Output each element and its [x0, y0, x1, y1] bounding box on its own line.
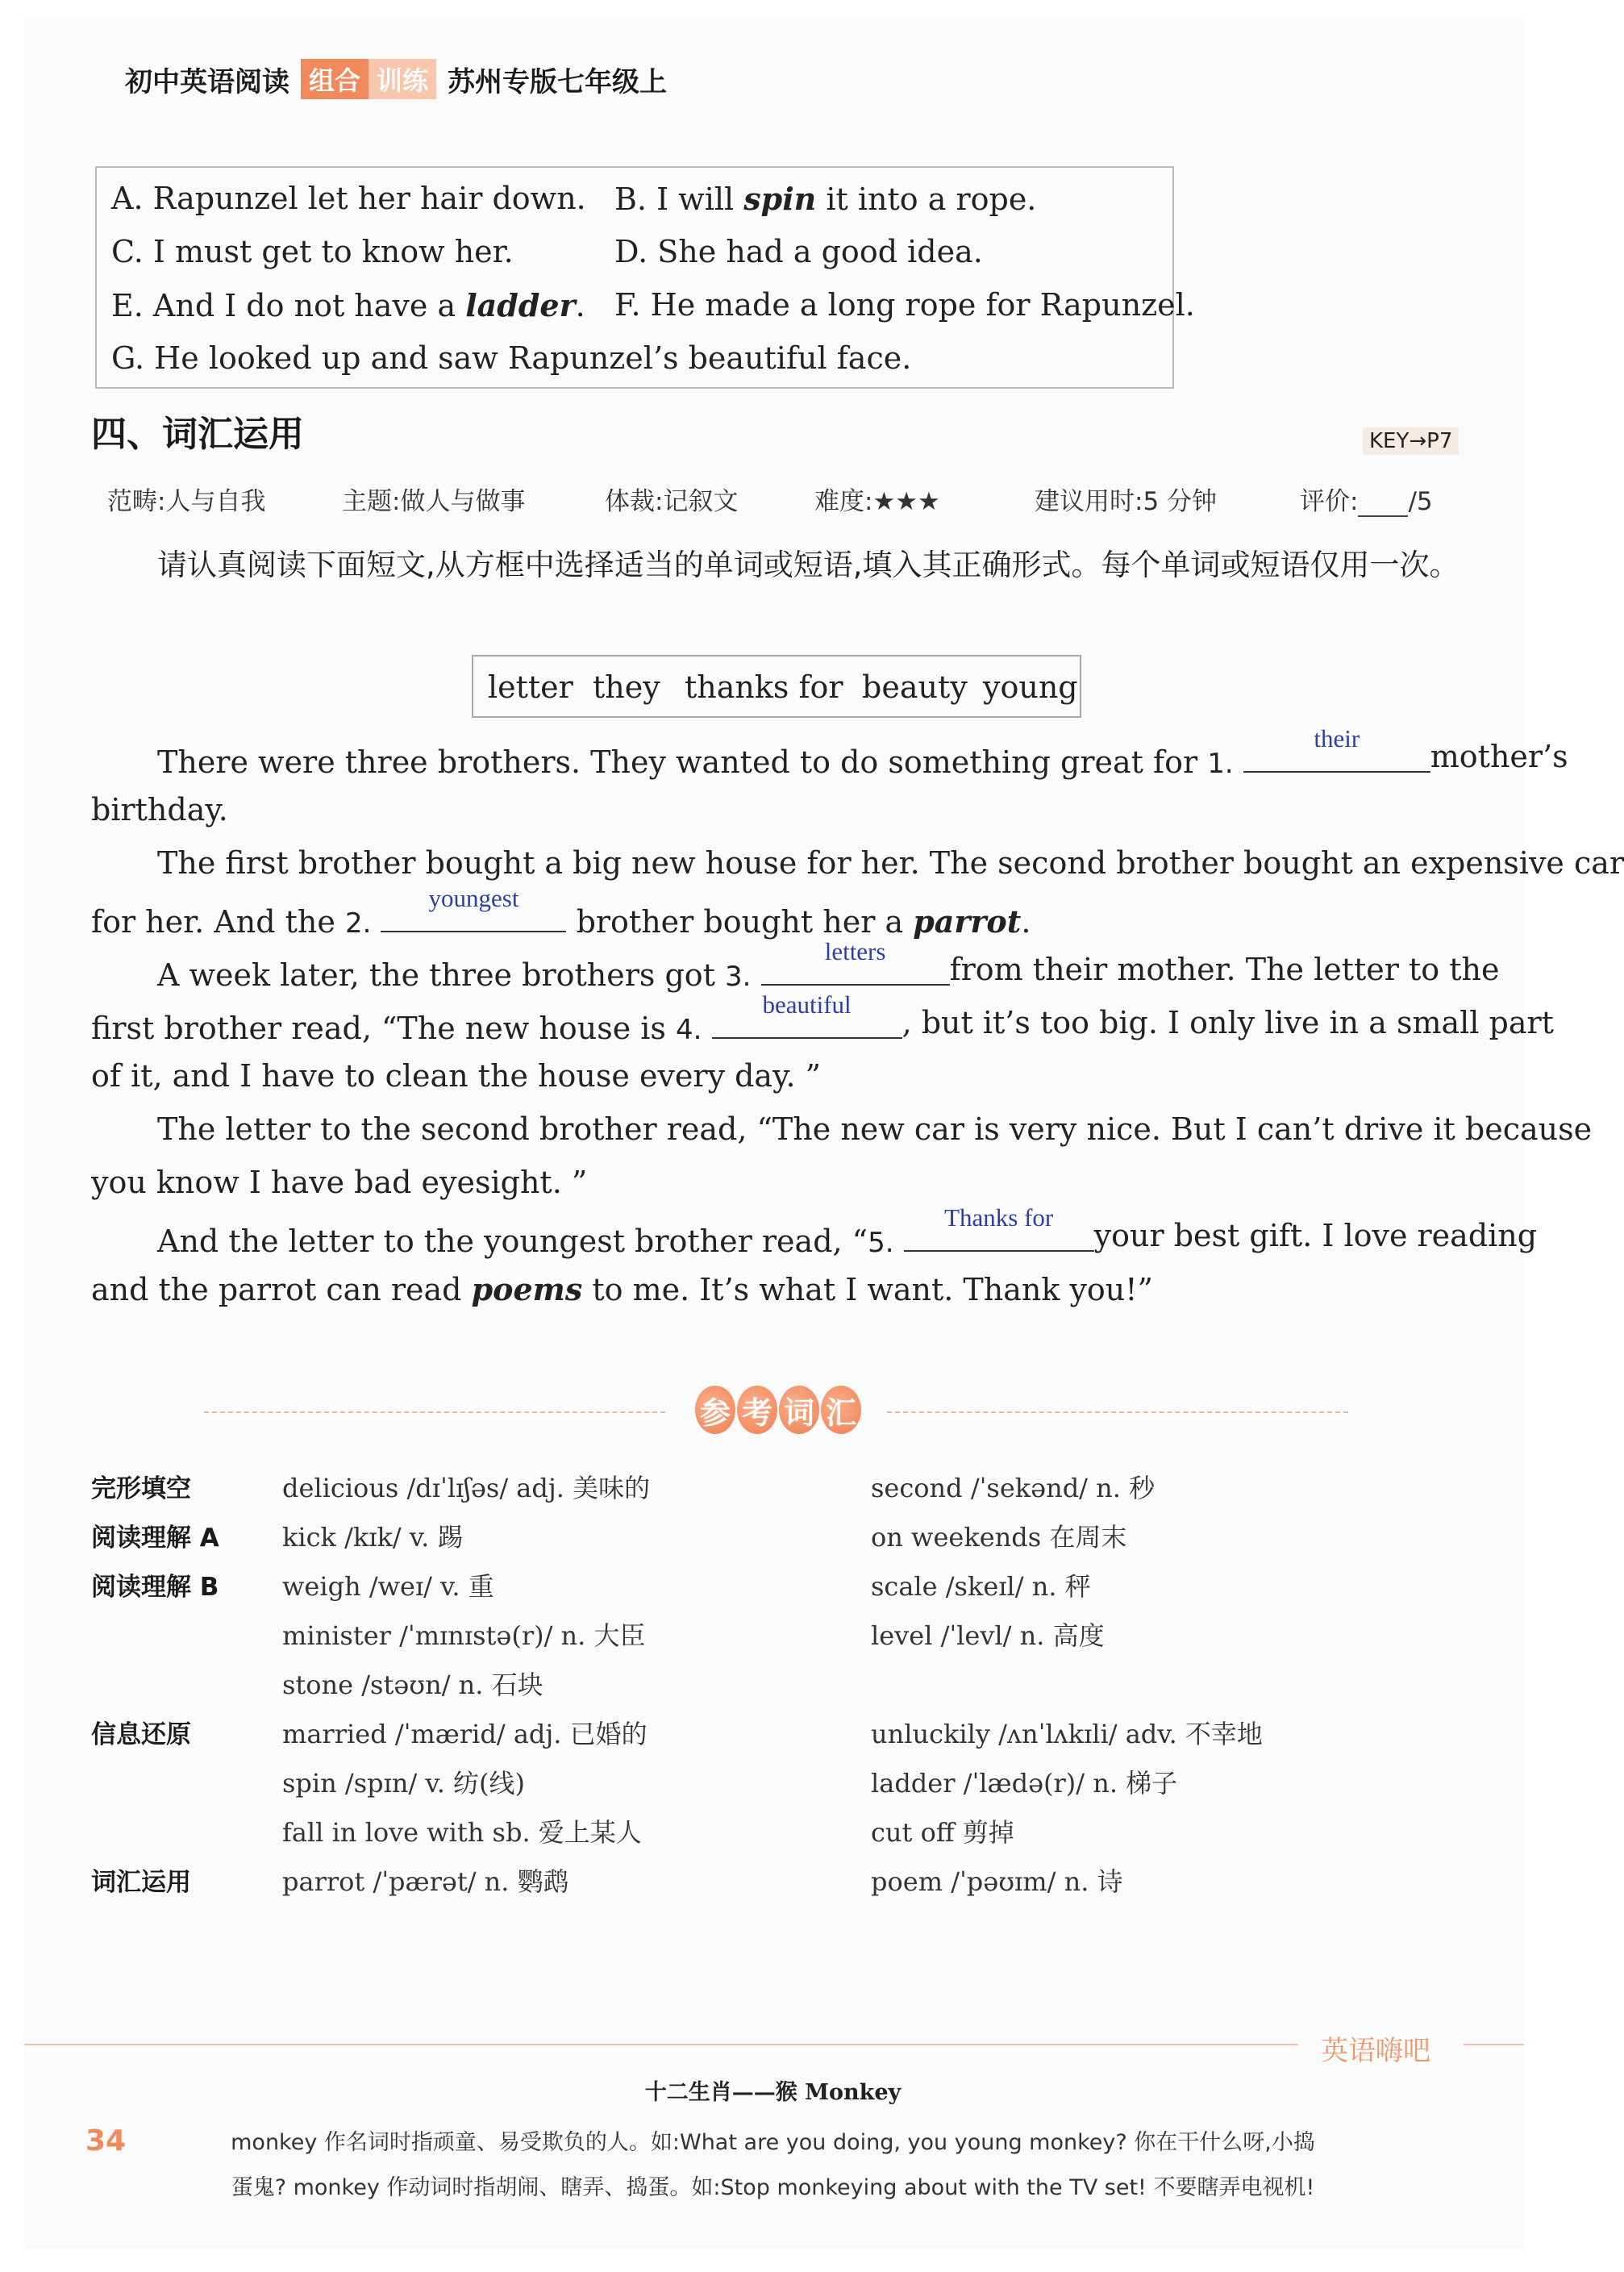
meta-rating: 评价: /5 [1300, 487, 1433, 516]
vocab-entry: kick /kɪk/ v. 踢 [282, 1522, 464, 1553]
option-f: F. He made a long rope for Rapunzel. [614, 287, 1195, 323]
answer-blank-1[interactable]: their [1243, 739, 1430, 773]
meta-time: 建议用时:5 分钟 [1035, 487, 1218, 516]
book-title: 初中英语阅读 [125, 65, 289, 98]
meta-theme: 主题:做人与做事 [342, 487, 526, 516]
footer-title: 十二生肖——猴 Monkey [644, 2080, 902, 2105]
passage-line-5: A week later, the three brothers got 3. letters from their mother. The letter to the [157, 937, 1500, 993]
vocab-row [0, 1468, 1546, 1508]
vocab-entry: scale /skeɪl/ n. 秤 [871, 1571, 1091, 1602]
vocab-row [0, 1665, 1546, 1705]
meta-genre: 体裁:记叙文 [605, 487, 739, 516]
vocab-row [0, 1566, 1546, 1607]
option-d: D. She had a good idea. [614, 234, 983, 269]
vocab-banner [695, 1386, 863, 1439]
word-4: beauty [862, 669, 968, 705]
vocab-entry: ladder /ˈlædə(r)/ n. 梯子 [871, 1768, 1178, 1799]
vocab-entry: second /ˈsekənd/ n. 秒 [871, 1473, 1156, 1503]
vocab-entry: fall in love with sb. 爱上某人 [282, 1817, 642, 1848]
vocab-entry: married /ˈmærid/ adj. 已婚的 [282, 1719, 648, 1749]
passage-line-7: of it, and I have to clean the house every day. ” [91, 1058, 822, 1094]
vocab-category: 完形填空 [91, 1474, 191, 1503]
option-e: E. And I do not have a ladder. [111, 287, 585, 323]
banner-char-1: 参 [695, 1386, 735, 1434]
vocab-category: 阅读理解 B [91, 1573, 219, 1602]
footer-note-line-2: 蛋鬼? monkey 作动词时指胡闹、瞎弄、捣蛋。如:Stop monkeying about with the TV set! 不要瞎弄电视机! [231, 2175, 1315, 2200]
vocab-row [0, 1615, 1546, 1656]
banner-char-3: 词 [779, 1386, 819, 1434]
page-number: 34 [85, 2124, 127, 2157]
passage-line-9: you know I have bad eyesight. ” [91, 1165, 588, 1200]
tag-training: 训练 [369, 59, 436, 99]
divider-right [887, 1411, 1348, 1413]
edition-label: 苏州专版七年级上 [448, 65, 668, 98]
answer-blank-3[interactable]: letters [761, 952, 950, 986]
vocab-entry: spin /spɪn/ v. 纺(线) [282, 1768, 526, 1799]
options-box [95, 166, 1195, 389]
vocab-entry: delicious /dɪˈlɪʃəs/ adj. 美味的 [282, 1473, 651, 1503]
answer-blank-5[interactable]: Thanks for [904, 1218, 1094, 1252]
banner-char-2: 考 [737, 1386, 777, 1434]
tag-combo: 组合 [301, 59, 369, 99]
instruction-text: 请认真阅读下面短文,从方框中选择适当的单词或短语,填入其正确形式。每个单词或短语仅用一次。 [157, 548, 1460, 582]
vocab-row [0, 1517, 1546, 1557]
vocab-category: 词汇运用 [91, 1868, 191, 1897]
option-b: B. I will spin it into a rope. [614, 181, 1037, 217]
meta-domain: 范畴:人与自我 [107, 487, 266, 516]
answer-blank-4[interactable]: beautiful [712, 1005, 902, 1039]
rating-blank[interactable] [1358, 493, 1408, 517]
exercise-meta [0, 481, 1546, 516]
option-c: C. I must get to know her. [111, 234, 514, 269]
divider-left [204, 1411, 665, 1413]
vocab-row [0, 1861, 1546, 1902]
passage-line-8: The letter to the second brother read, “The new car is very nice. But I can’t drive it because [157, 1111, 1593, 1147]
footer-note-line-1: monkey 作名词时指顽童、易受欺负的人。如:What are you doing, you young monkey? 你在干什么呀,小捣 [231, 2130, 1315, 2155]
vocab-entry: parrot /ˈpærət/ n. 鹦鹉 [282, 1866, 569, 1897]
vocab-entry: cut off 剪掉 [871, 1817, 1014, 1848]
word-3: thanks for [685, 669, 843, 705]
passage-line-3: The first brother bought a big new house for her. The second brother bought an expensive car [157, 845, 1624, 881]
vocab-entry: unluckily /ʌnˈlʌkɪli/ adv. 不幸地 [871, 1719, 1263, 1749]
passage-line-4: for her. And the 2. youngest brother bought her a parrot. [91, 884, 1031, 940]
passage-line-2: birthday. [91, 792, 228, 828]
word-5: young [983, 669, 1078, 705]
banner-char-4: 汇 [821, 1386, 861, 1434]
vocab-entry: minister /ˈmɪnɪstə(r)/ n. 大臣 [282, 1620, 646, 1651]
vocab-row [0, 1714, 1546, 1754]
word-box [472, 655, 1081, 718]
passage-line-6: first brother read, “The new house is 4. beautiful , but it’s too big. I only live in a small part [91, 990, 1554, 1046]
footer-divider [24, 2044, 1298, 2045]
word-2: they [593, 669, 660, 705]
vocab-entry: poem /ˈpəʊɪm/ n. 诗 [871, 1866, 1123, 1897]
vocab-row [0, 1763, 1546, 1803]
option-a: A. Rapunzel let her hair down. [111, 181, 586, 216]
vocab-entry: stone /stəʊn/ n. 石块 [282, 1670, 543, 1700]
footer-brand: 英语嗨吧 [1321, 2035, 1430, 2067]
passage-line-11: and the parrot can read poems to me. It’s what I want. Thank you!” [91, 1271, 1153, 1307]
answer-blank-2[interactable]: youngest [381, 898, 566, 932]
passage-line-1: There were three brothers. They wanted to do something great for 1. their mother’s [157, 724, 1568, 780]
word-1: letter [488, 669, 573, 705]
meta-difficulty: 难度:★★★ [814, 487, 940, 516]
vocab-entry: weigh /weɪ/ v. 重 [282, 1571, 494, 1602]
option-g: G. He looked up and saw Rapunzel’s beautiful face. [111, 340, 912, 376]
page-header [125, 55, 667, 103]
vocab-category: 阅读理解 A [91, 1524, 219, 1553]
passage-line-10: And the letter to the youngest brother read, “5. Thanks for your best gift. I love reading [157, 1203, 1538, 1259]
vocab-category: 信息还原 [91, 1720, 191, 1749]
vocab-row [0, 1812, 1546, 1853]
vocab-entry: level /ˈlevl/ n. 高度 [871, 1620, 1105, 1651]
answer-key-link[interactable]: KEY→P7 [1363, 427, 1459, 455]
vocab-entry: on weekends 在周末 [871, 1522, 1127, 1553]
section-title: 四、词汇运用 [91, 414, 304, 455]
footer-divider-right [1464, 2044, 1524, 2045]
